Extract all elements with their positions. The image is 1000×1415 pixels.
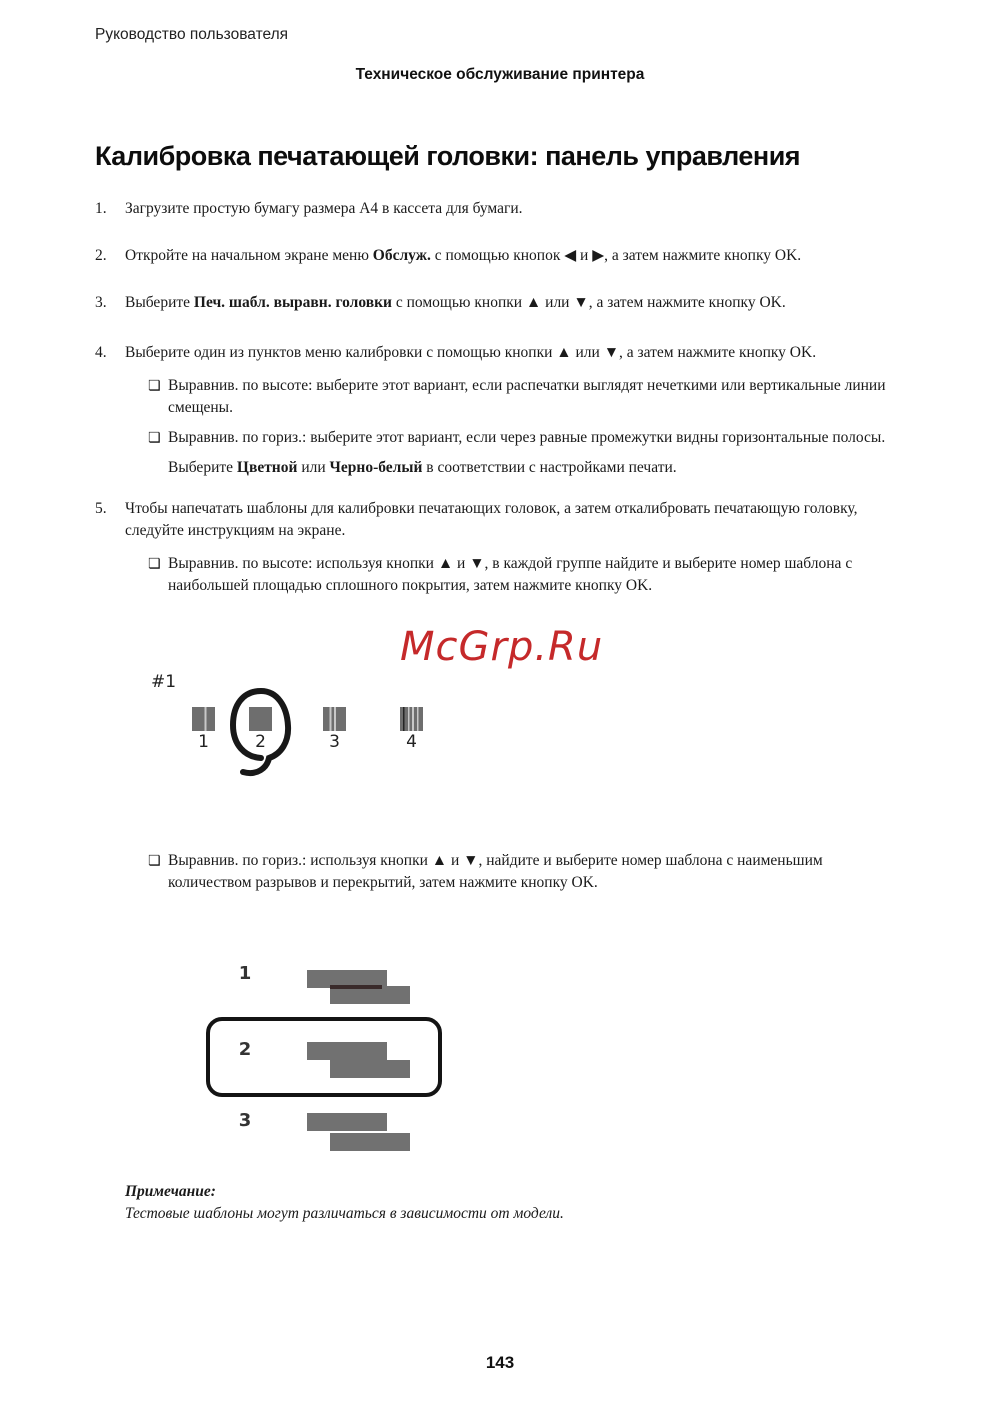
figure-height-alignment (95, 624, 910, 783)
checkbox-bullet-icon: ❏ (148, 556, 161, 572)
step-1 (95, 198, 910, 220)
note-title: Примечание: (125, 1183, 216, 1200)
step-text: Загрузите простую бумагу размера A4 в кассета для бумаги. (125, 200, 523, 217)
pattern3-top-bar (307, 1113, 387, 1131)
step-5 (95, 498, 910, 597)
step-number: 3. (95, 294, 107, 311)
step-number: 4. (95, 344, 107, 361)
step-text: Откройте на начальном экране меню Обслуж. с помощью кнопок ◀ и ▶, а затем нажмите кнопку OK. (125, 247, 802, 264)
square-label-3: 3 (329, 732, 340, 752)
pattern-label-3: 3 (238, 1110, 252, 1131)
pattern1-overlap-line (330, 985, 382, 989)
test-square-1 (192, 707, 215, 731)
step-4 (95, 342, 910, 479)
checkbox-bullet-icon: ❏ (148, 430, 161, 446)
step-text: Выберите один из пунктов меню калибровки с помощью кнопки ▲ или ▼, а затем нажмите кнопку OK. (125, 344, 817, 361)
square-label-1: 1 (198, 732, 209, 752)
step-text: Чтобы напечатать шаблоны для калибровки печатающих головок, а затем откалибровать печатающую головку, следуйте инструкциям на экране. (125, 500, 858, 539)
square-label-4: 4 (406, 732, 417, 752)
pattern-label-2: 2 (238, 1039, 252, 1060)
bullet-text: Выравнив. по высоте: используя кнопки ▲ и ▼, в каждой группе найдите и выберите номер шаблона с наибольшей площадью сплошного покрытия, затем нажмите кнопку OK. (168, 555, 853, 594)
step-number: 2. (95, 247, 107, 264)
pattern-label-1: 1 (238, 963, 252, 984)
page-title: Калибровка печатающей головки: панель управления (95, 141, 801, 171)
bullet-text: Выравнив. по гориз.: используя кнопки ▲ и ▼, найдите и выберите номер шаблона с наименьшим количеством разрывов и перекрытий, затем нажмите кнопку OK. (168, 852, 823, 891)
pattern3-bottom-bar (330, 1133, 410, 1151)
document-title-header: Руководство пользователя (95, 26, 289, 43)
note-block (125, 1181, 910, 1225)
test-square-3 (323, 707, 346, 731)
step-3 (95, 292, 910, 314)
step-number: 1. (95, 200, 107, 217)
instruction-horiz-align (148, 850, 910, 894)
bullet-text: Выравнив. по гориз.: выберите этот вариант, если через равные промежутки видны горизонтальные полосы. (168, 429, 886, 446)
checkbox-bullet-icon: ❏ (148, 853, 161, 869)
pattern2-bottom-bar (330, 1060, 410, 1078)
step-text: Выберите Печ. шабл. выравн. головки с помощью кнопки ▲ или ▼, а затем нажмите кнопку OK. (125, 294, 786, 311)
option-height-align (148, 375, 907, 419)
checkbox-bullet-icon: ❏ (148, 378, 161, 394)
page-number: 143 (485, 1353, 515, 1372)
page-content (95, 198, 910, 1225)
instruction-height-align (148, 553, 907, 597)
option-horiz-align (148, 427, 907, 449)
color-mode-note: Выберите Цветной или Черно-белый в соответствии с настройками печати. (168, 459, 677, 476)
watermark-text: McGrp.Ru (400, 624, 604, 670)
handwritten-circle-mark-icon (223, 686, 301, 780)
step-number: 5. (95, 500, 107, 517)
bullet-text: Выравнив. по высоте: выберите этот вариант, если распечатки выглядят нечеткими или вертикальные линии смещены. (168, 377, 886, 416)
pattern-group-label: #1 (151, 672, 177, 692)
test-square-4 (400, 707, 423, 731)
note-body: Тестовые шаблоны могут различаться в зависимости от модели. (125, 1205, 564, 1222)
figure-horizontal-alignment (95, 959, 910, 1155)
square-label-2: 2 (255, 732, 266, 752)
pattern2-top-bar (307, 1042, 387, 1060)
step-2 (95, 245, 910, 267)
chapter-header: Техническое обслуживание принтера (355, 66, 645, 83)
